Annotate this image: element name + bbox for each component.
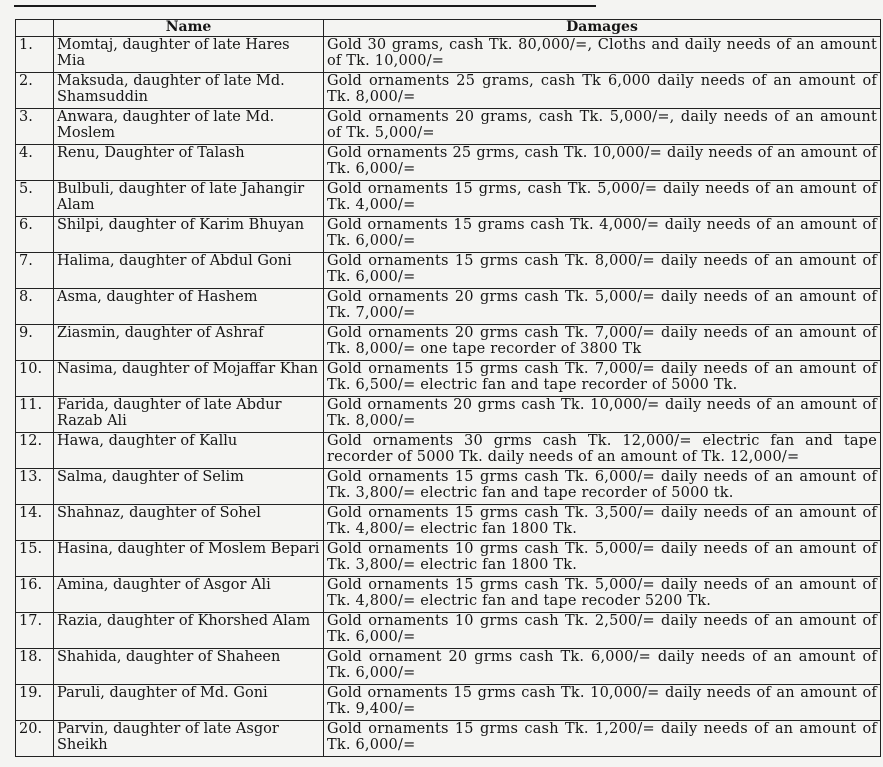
row-number: 19.	[16, 685, 54, 721]
row-name: Amina, daughter of Asgor Ali	[54, 577, 324, 613]
row-damages: Gold ornaments 20 grams, cash Tk. 5,000/=, daily needs of an amount of Tk. 5,000/=	[324, 109, 881, 145]
row-name: Parvin, daughter of late Asgor Sheikh	[54, 721, 324, 757]
row-name: Asma, daughter of Hashem	[54, 289, 324, 325]
row-number: 16.	[16, 577, 54, 613]
row-name: Razia, daughter of Khorshed Alam	[54, 613, 324, 649]
table-row	[16, 253, 881, 289]
table-row	[16, 577, 881, 613]
row-name: Halima, daughter of Abdul Goni	[54, 253, 324, 289]
row-number: 14.	[16, 505, 54, 541]
table-row	[16, 37, 881, 73]
row-damages: Gold ornaments 15 grms cash Tk. 7,000/= daily needs of an amount of Tk. 6,500/= electric fan and tape recorder of 5000 Tk.	[324, 361, 881, 397]
row-number: 12.	[16, 433, 54, 469]
row-damages: Gold ornaments 10 grms cash Tk. 2,500/= daily needs of an amount of Tk. 6,000/=	[324, 613, 881, 649]
row-name: Renu, Daughter of Talash	[54, 145, 324, 181]
top-rule	[14, 5, 596, 7]
table-row	[16, 361, 881, 397]
row-number: 7.	[16, 253, 54, 289]
row-damages: Gold ornaments 10 grms cash Tk. 5,000/= daily needs of an amount of Tk. 3,800/= electric fan 1800 Tk.	[324, 541, 881, 577]
row-number: 5.	[16, 181, 54, 217]
name-column-header: Name	[54, 20, 324, 37]
table-row	[16, 649, 881, 685]
row-number: 13.	[16, 469, 54, 505]
row-name: Paruli, daughter of Md. Goni	[54, 685, 324, 721]
table-row	[16, 109, 881, 145]
damages-table	[15, 19, 881, 757]
row-damages: Gold ornaments 25 grams, cash Tk 6,000 daily needs of an amount of Tk. 8,000/=	[324, 73, 881, 109]
table-row	[16, 217, 881, 253]
row-name: Farida, daughter of late Abdur Razab Ali	[54, 397, 324, 433]
table-row	[16, 469, 881, 505]
row-name: Shahida, daughter of Shaheen	[54, 649, 324, 685]
row-damages: Gold ornaments 25 grms, cash Tk. 10,000/= daily needs of an amount of Tk. 6,000/=	[324, 145, 881, 181]
row-name: Salma, daughter of Selim	[54, 469, 324, 505]
row-damages: Gold ornaments 15 grms, cash Tk. 5,000/= daily needs of an amount of Tk. 4,000/=	[324, 181, 881, 217]
row-number: 4.	[16, 145, 54, 181]
row-damages: Gold ornament 20 grms cash Tk. 6,000/= daily needs of an amount of Tk. 6,000/=	[324, 649, 881, 685]
row-damages: Gold ornaments 15 grms cash Tk. 6,000/= daily needs of an amount of Tk. 3,800/= electric fan and tape recorder of 5000 tk.	[324, 469, 881, 505]
table-row	[16, 145, 881, 181]
row-name: Bulbuli, daughter of late Jahangir Alam	[54, 181, 324, 217]
table-row	[16, 397, 881, 433]
table-row	[16, 721, 881, 757]
row-damages: Gold ornaments 20 grms cash Tk. 5,000/= daily needs of an amount of Tk. 7,000/=	[324, 289, 881, 325]
row-name: Nasima, daughter of Mojaffar Khan	[54, 361, 324, 397]
row-number: 6.	[16, 217, 54, 253]
row-number: 9.	[16, 325, 54, 361]
row-name: Shilpi, daughter of Karim Bhuyan	[54, 217, 324, 253]
table-row	[16, 505, 881, 541]
table-row	[16, 73, 881, 109]
table-row	[16, 541, 881, 577]
row-name: Ziasmin, daughter of Ashraf	[54, 325, 324, 361]
row-name: Maksuda, daughter of late Md. Shamsuddin	[54, 73, 324, 109]
row-number: 2.	[16, 73, 54, 109]
row-damages: Gold ornaments 15 grams cash Tk. 4,000/= daily needs of an amount of Tk. 6,000/=	[324, 217, 881, 253]
table-row	[16, 289, 881, 325]
row-damages: Gold 30 grams, cash Tk. 80,000/=, Cloths and daily needs of an amount of Tk. 10,000/=	[324, 37, 881, 73]
row-name: Hawa, daughter of Kallu	[54, 433, 324, 469]
row-name: Momtaj, daughter of late Hares Mia	[54, 37, 324, 73]
table-row	[16, 613, 881, 649]
row-damages: Gold ornaments 20 grms cash Tk. 7,000/= daily needs of an amount of Tk. 8,000/= one tape recorder of 3800 Tk	[324, 325, 881, 361]
row-number: 3.	[16, 109, 54, 145]
row-number: 17.	[16, 613, 54, 649]
row-damages: Gold ornaments 15 grms cash Tk. 1,200/= daily needs of an amount of Tk. 6,000/=	[324, 721, 881, 757]
row-number: 18.	[16, 649, 54, 685]
row-name: Shahnaz, daughter of Sohel	[54, 505, 324, 541]
number-column-header	[16, 20, 54, 37]
row-number: 11.	[16, 397, 54, 433]
row-number: 1.	[16, 37, 54, 73]
row-damages: Gold ornaments 15 grms cash Tk. 3,500/= daily needs of an amount of Tk. 4,800/= electric fan 1800 Tk.	[324, 505, 881, 541]
table-row	[16, 181, 881, 217]
row-number: 20.	[16, 721, 54, 757]
table-row	[16, 325, 881, 361]
row-damages: Gold ornaments 15 grms cash Tk. 8,000/= daily needs of an amount of Tk. 6,000/=	[324, 253, 881, 289]
row-damages: Gold ornaments 30 grms cash Tk. 12,000/= electric fan and tape recorder of 5000 Tk. daily needs of an amount of Tk. 12,000/=	[324, 433, 881, 469]
damages-column-header: Damages	[324, 20, 881, 37]
table-row	[16, 685, 881, 721]
table-row	[16, 433, 881, 469]
table-header-row	[16, 20, 881, 37]
row-name: Anwara, daughter of late Md. Moslem	[54, 109, 324, 145]
row-damages: Gold ornaments 15 grms cash Tk. 5,000/= daily needs of an amount of Tk. 4,800/= electric fan and tape recoder 5200 Tk.	[324, 577, 881, 613]
row-name: Hasina, daughter of Moslem Bepari	[54, 541, 324, 577]
row-damages: Gold ornaments 15 grms cash Tk. 10,000/= daily needs of an amount of Tk. 9,400/=	[324, 685, 881, 721]
row-number: 15.	[16, 541, 54, 577]
row-number: 10.	[16, 361, 54, 397]
row-damages: Gold ornaments 20 grms cash Tk. 10,000/= daily needs of an amount of Tk. 8,000/=	[324, 397, 881, 433]
row-number: 8.	[16, 289, 54, 325]
